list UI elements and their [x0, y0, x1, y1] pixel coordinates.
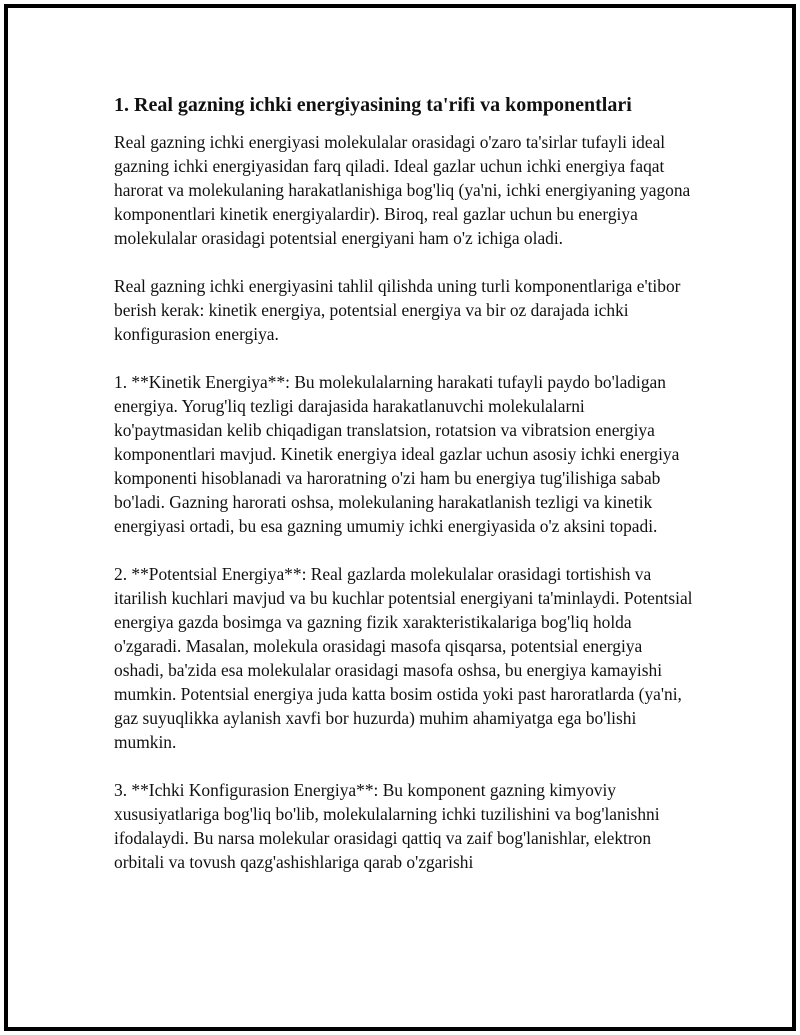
- paragraph-intro: Real gazning ichki energiyasi molekulalar orasidagi o'zaro ta'sirlar tufayli ideal gazning ichki energiyasidan farq qiladi. Ideal gazlar uchun ichki energiya faqat harorat va molekulaning harakatlanishiga bog'liq (ya'ni, ichki energiyaning yagona komponentlari kinetik energiyalardir). Biroq, real gazlar uchun bu energiya molekulalar orasidagi potentsial energiyani ham o'z ichiga oladi.: [114, 132, 691, 248]
- document-body: [114, 92, 694, 874]
- paragraph-potential-energy: 2. **Potentsial Energiya**: Real gazlarda molekulalar orasidagi tortishish va itarilish kuchlari mavjud va bu kuchlar potentsial energiyani ta'minlaydi. Potentsial energiya gazda bosimga va gazning fizik xarakteristikalariga bog'liq holda o'zgaradi. Masalan, molekula orasidagi masofa qisqarsa, potentsial energiya oshadi, ba'zida esa molekulalar orasidagi masofa oshsa, bu energiya kamayishi mumkin. Potentsial energiya juda katta bosim ostida yoki past haroratlarda (ya'ni, gaz suyuqlikka aylanish xavfi bor huzurda) muhim ahamiyatga ega bo'lishi mumkin.: [114, 564, 693, 752]
- paragraph-configuration-energy: 3. **Ichki Konfigurasion Energiya**: Bu komponent gazning kimyoviy xususiyatlariga bog'liq bo'lib, molekulalarning ichki tuzilishini va bog'lanishni ifodalaydi. Bu narsa molekular orasidagi qattiq va zaif bog'lanishlar, elektron orbitali va tovush qazg'ashishlariga qarab o'zgarishi: [114, 780, 660, 872]
- section-heading: 1. Real gazning ichki energiyasining ta'rifi va komponentlari: [114, 94, 632, 116]
- paragraph-components: Real gazning ichki energiyasini tahlil qilishda uning turli komponentlariga e'tibor berish kerak: kinetik energiya, potentsial energiya va bir oz darajada ichki konfigurasion energiya.: [114, 276, 681, 344]
- paragraph-kinetic-energy: 1. **Kinetik Energiya**: Bu molekulalarning harakati tufayli paydo bo'ladigan energiya. Yorug'liq tezligi darajasida harakatlanuvchi molekulalarni ko'paytmasidan kelib chiqadigan translatsion, rotatsion va vibratsion energiya komponentlari mavjud. Kinetik energiya ideal gazlar uchun asosiy ichki energiya komponenti hisoblanadi va haroratning o'zi ham bu energiya tug'ilishiga sabab bo'ladi. Gazning harorati oshsa, molekulaning harakatlanish tezligi va kinetik energiyasi ortadi, bu esa gazning umumiy ichki energiyasida o'z aksini topadi.: [114, 372, 680, 536]
